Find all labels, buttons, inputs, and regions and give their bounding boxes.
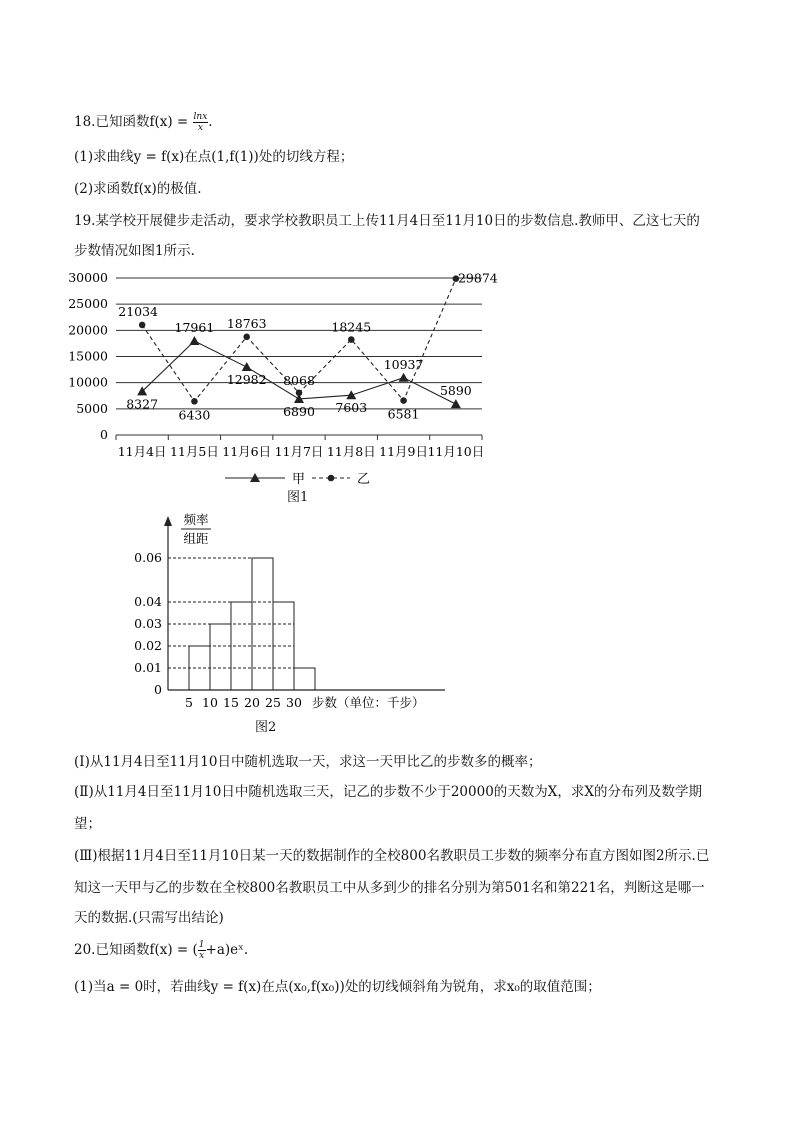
figure2-caption: 图2 [255, 720, 277, 735]
figure2-histogram [0, 510, 794, 710]
y-tick-label: 0 [154, 682, 162, 697]
q18-part2: (2)求函数f(x)的极值. [74, 181, 202, 197]
q18-stem: 18.已知函数f(x) = $\frac{\ln x}{x}$ . [74, 112, 213, 133]
q19-question3-line2: 知这一天甲与乙的步数在全校800名教职员工中从多到少的排名分别为第501名和第221名，判断这是哪一 [74, 880, 705, 896]
q20-stem: 20.已知函数f(x) = ( $\frac{1}{x}$ +a)eˣ. [74, 940, 249, 961]
x-tick-label: 11月5日 [169, 444, 219, 459]
data-label-甲: 17961 [174, 320, 215, 336]
point-乙 [348, 336, 355, 343]
legend-marker-乙 [328, 475, 335, 482]
legend-label-甲: 甲 [292, 472, 306, 485]
data-label-甲: 12982 [226, 372, 267, 388]
q20-part1: (1)当a = 0时，若曲线y = f(x)在点(x₀,f(x₀))处的切线倾斜角为锐角，求x₀的取值范围； [74, 979, 601, 995]
x-tick-label: 15 [223, 695, 239, 710]
x-tick-label: 11月6日 [222, 444, 272, 459]
q18-fraction: $\frac{\ln x}{x}$ [193, 112, 208, 133]
q19-question2-line2: 望； [74, 816, 101, 832]
data-label-甲: 7603 [335, 400, 368, 416]
q20-fraction: $\frac{1}{x}$ [198, 940, 205, 961]
x-label: 步数（单位：千步） [312, 695, 425, 710]
x-tick-label: 25 [265, 695, 281, 710]
x-tick-label: 30 [286, 695, 302, 710]
data-label-乙: 18763 [226, 315, 267, 331]
x-tick-label: 20 [244, 695, 260, 710]
x-tick-label: 11月10日 [427, 444, 485, 459]
y-tick-label: 5000 [76, 400, 108, 416]
q19-question1: (Ⅰ)从11月4日至11月10日中随机选取一天，求这一天甲比乙的步数多的概率； [74, 754, 542, 770]
y-tick-label: 0.04 [134, 594, 162, 609]
q19-question3-line3: 天的数据.(只需写出结论) [74, 910, 224, 926]
point-甲 [451, 399, 461, 408]
data-label-乙: 6581 [387, 406, 420, 422]
x-tick-label: 10 [202, 695, 218, 710]
data-label-乙: 29874 [457, 270, 498, 286]
point-甲 [189, 336, 199, 345]
point-甲 [242, 362, 252, 371]
point-乙 [243, 334, 250, 341]
q19-question3-line1: (Ⅲ)根据11月4日至11月10日某一天的数据制作的全校800名教职员工步数的频率分布直方图如图2所示.已 [74, 848, 710, 864]
x-tick-label: 5 [185, 695, 193, 710]
legend-label-乙: 乙 [357, 472, 371, 485]
data-label-甲: 6890 [283, 403, 315, 419]
point-乙 [400, 397, 407, 404]
histogram-bar [294, 668, 315, 690]
x-tick-label: 11月4日 [117, 444, 167, 459]
data-label-甲: 5890 [439, 383, 472, 399]
y-tick-label: 20000 [68, 322, 108, 338]
y-label-bottom: 组距 [183, 531, 209, 546]
x-tick-label: 11月9日 [379, 444, 429, 459]
q19-question2-line1: (Ⅱ)从11月4日至11月10日中随机选取三天，记乙的步数不少于20000的天数为X，求X的分布列及数学期 [74, 784, 702, 800]
data-label-乙: 18245 [331, 319, 372, 335]
point-乙 [139, 322, 146, 329]
figure1-line-chart [0, 265, 794, 485]
q18-part1: (1)求曲线y = f(x)在点(1,f(1))处的切线方程； [74, 149, 354, 165]
point-甲 [399, 373, 409, 382]
x-tick-label: 11月8日 [326, 444, 376, 459]
y-tick-label: 0.02 [134, 638, 162, 653]
data-label-甲: 10937 [383, 356, 424, 372]
y-tick-label: 25000 [68, 296, 108, 312]
data-label-乙: 8068 [283, 372, 315, 388]
data-label-乙: 6430 [178, 407, 211, 423]
y-tick-label: 30000 [68, 270, 108, 285]
data-label-乙: 21034 [118, 303, 159, 319]
y-label-top: 频率 [183, 512, 209, 527]
histogram-bar [210, 624, 231, 690]
data-label-甲: 8327 [126, 396, 159, 412]
point-乙 [296, 389, 303, 396]
y-tick-label: 0 [100, 427, 108, 442]
y-tick-label: 10000 [68, 374, 108, 390]
y-tick-label: 0.01 [134, 660, 162, 675]
figure1-caption: 图1 [287, 490, 309, 505]
x-tick-label: 11月7日 [274, 444, 324, 459]
q19-stem-line1: 19.某学校开展健步走活动，要求学校教职员工上传11月4日至11月10日的步数信息.教师甲、乙这七天的 [74, 213, 700, 229]
y-axis-arrow [164, 516, 172, 526]
y-tick-label: 15000 [68, 348, 108, 364]
y-tick-label: 0.06 [134, 550, 162, 565]
q19-stem-line2: 步数情况如图1所示. [74, 243, 195, 259]
y-tick-label: 0.03 [134, 616, 162, 631]
point-乙 [191, 398, 198, 405]
point-甲 [346, 390, 356, 399]
